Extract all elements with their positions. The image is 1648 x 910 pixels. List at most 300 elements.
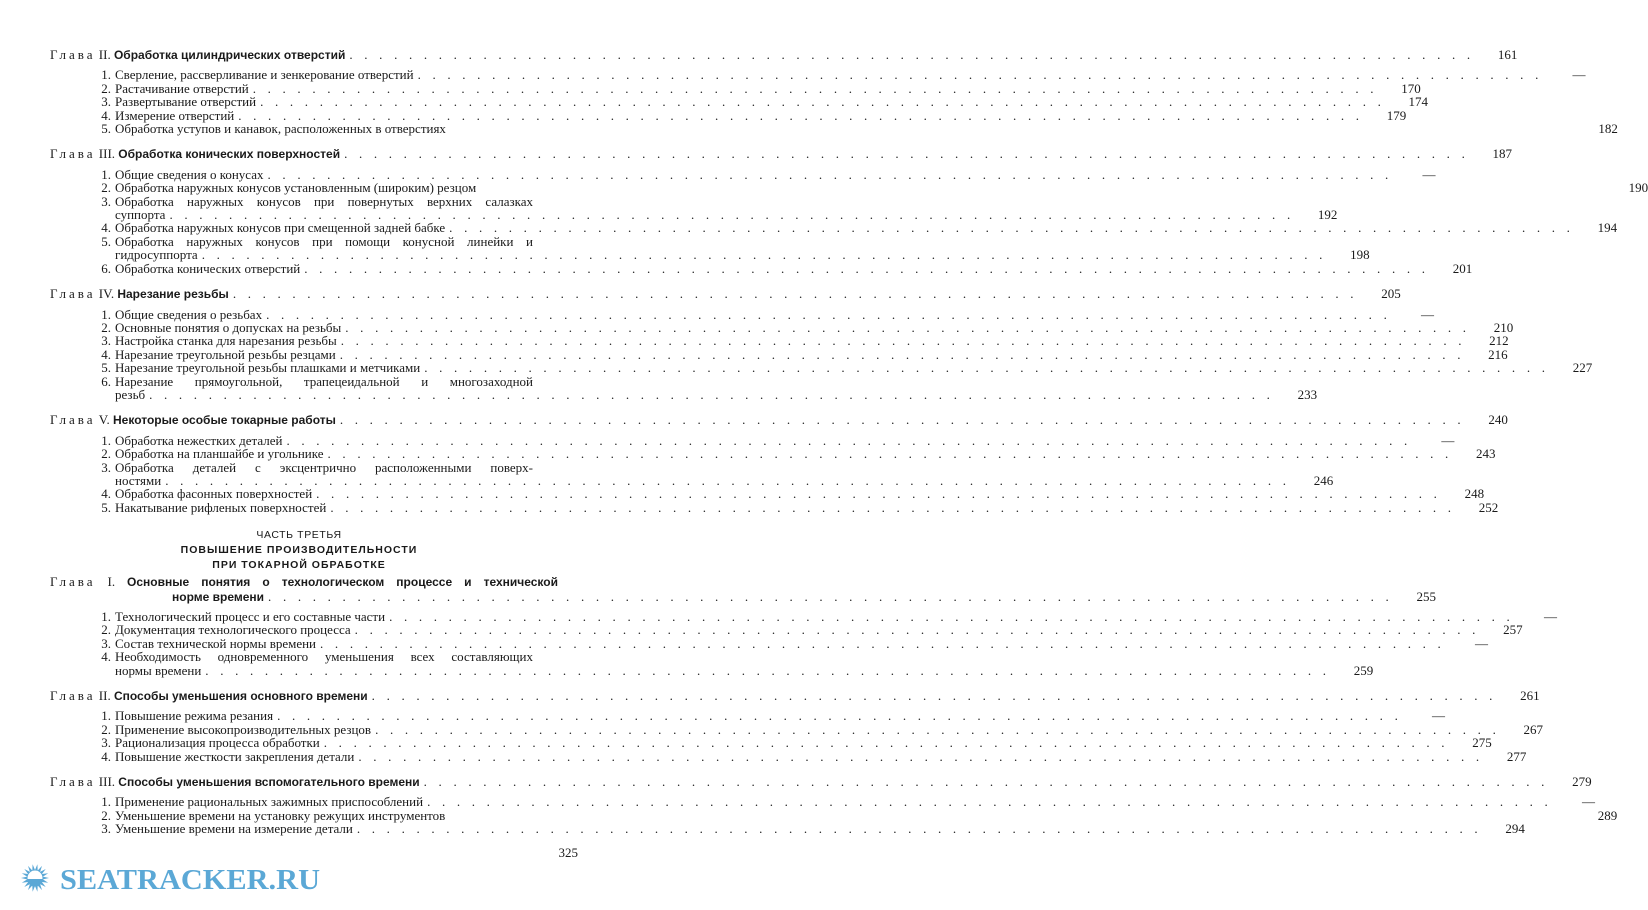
section-title-line-last xyxy=(115,748,1527,764)
section-entry[interactable] xyxy=(95,260,1473,276)
section-entry[interactable] xyxy=(95,459,1334,488)
chapter xyxy=(50,574,1558,678)
section-body xyxy=(115,609,1558,624)
section-title: Обработка наружных конусов установленным (широким) резцом xyxy=(115,180,477,196)
part-label: ЧАСТЬ ТРЕТЬЯ xyxy=(256,529,342,542)
page-number: 190 xyxy=(1628,180,1648,196)
section-title: Документация технологического процесса xyxy=(115,622,351,638)
page-number: 275 xyxy=(1472,735,1492,751)
section-entry[interactable] xyxy=(95,622,1523,638)
section-title: Основные понятия о допусках на резьбы xyxy=(115,319,342,335)
dot-leader xyxy=(233,287,1358,300)
section-body xyxy=(115,319,1514,335)
section-title: Общие сведения о конусах xyxy=(115,166,264,182)
section-body xyxy=(115,67,1586,83)
page-number: 187 xyxy=(1492,146,1513,162)
section-title-line-last xyxy=(115,80,1421,96)
dot-leader xyxy=(320,637,1445,650)
page-number: 210 xyxy=(1493,319,1514,335)
chapter xyxy=(50,146,1648,276)
page-number: 227 xyxy=(1572,360,1593,376)
chapter-heading-text xyxy=(50,147,340,161)
section-list xyxy=(50,166,1648,276)
section-number: 1. xyxy=(101,794,111,810)
chapter-numeral: II. xyxy=(98,688,111,704)
part-title-line-1: ПОВЫШЕНИЕ ПРОИЗВОДИТЕЛЬНОСТИ xyxy=(180,544,418,557)
page-number: 257 xyxy=(1503,622,1523,638)
dot-leader xyxy=(349,48,1474,61)
section-title-line-last xyxy=(115,220,1618,236)
chapter-heading[interactable] xyxy=(50,286,1401,302)
section-body xyxy=(115,346,1508,362)
section-number: 2. xyxy=(101,622,111,638)
section-body xyxy=(115,708,1446,724)
section-body xyxy=(115,446,1496,462)
chapter-heading[interactable] xyxy=(50,47,1518,62)
section-title-line-last xyxy=(115,807,1618,823)
chapter xyxy=(50,412,1508,515)
chapter-heading-text xyxy=(50,48,345,62)
chapter-title: Способы уменьшения основного времени xyxy=(113,689,368,704)
section-title: Общие сведения о резьбах xyxy=(115,306,263,322)
section-title: Уменьшение времени на установку режущих инструментов xyxy=(115,807,446,823)
chapter-title-continued: норме времени xyxy=(172,589,265,604)
section-body xyxy=(115,486,1485,502)
section-title-line-last xyxy=(115,360,1593,376)
page-number: 192 xyxy=(1317,207,1338,223)
section-entry[interactable] xyxy=(95,346,1508,362)
section-list xyxy=(50,306,1593,402)
chapter-numeral: II. xyxy=(98,47,111,62)
page-number: 255 xyxy=(1416,588,1436,604)
section-title-line-last xyxy=(115,94,1429,110)
section-body xyxy=(115,107,1407,123)
section-body xyxy=(115,193,1338,223)
chapter-heading-text xyxy=(50,689,368,703)
section-title: Нарезание треугольной резьбы плашками и метчиками xyxy=(115,360,421,376)
chapter-title: Нарезание резьбы xyxy=(117,287,229,302)
chapter xyxy=(50,774,1618,837)
final-page-row xyxy=(50,846,578,859)
section-entry[interactable] xyxy=(95,748,1527,764)
section-title: Уменьшение времени на измерение детали xyxy=(115,821,353,837)
page-number: 259 xyxy=(1353,662,1374,678)
section-number: 3. xyxy=(101,94,111,110)
section-number: 6. xyxy=(101,373,111,389)
dot-leader xyxy=(372,689,1497,702)
section-entry[interactable] xyxy=(95,794,1596,810)
page-number: — xyxy=(1432,708,1446,724)
dot-leader xyxy=(205,664,1330,677)
section-title-line-last xyxy=(115,446,1496,462)
section-number: 4. xyxy=(101,220,111,236)
section-number: 1. xyxy=(101,708,111,724)
section-title: нормы времени xyxy=(115,662,202,678)
page-number: — xyxy=(1422,166,1436,182)
chapter-label: Глава xyxy=(50,412,96,428)
chapter xyxy=(50,688,1544,764)
section-title-line-last xyxy=(115,247,1370,263)
dot-leader xyxy=(340,413,1465,426)
section-body xyxy=(115,360,1593,376)
table-of-contents xyxy=(50,47,1648,897)
watermark-logo xyxy=(0,863,606,897)
section-entry[interactable] xyxy=(95,807,1618,823)
section-entry[interactable] xyxy=(95,821,1525,837)
section-title-line-last xyxy=(115,721,1544,737)
chapter xyxy=(50,47,1618,137)
section-entry[interactable] xyxy=(95,233,1370,263)
section-entry[interactable] xyxy=(95,193,1338,223)
section-body xyxy=(115,499,1499,515)
section-number: 5. xyxy=(101,360,111,376)
section-title-line-last xyxy=(115,735,1492,751)
chapter-label: Глава xyxy=(50,47,96,62)
section-title: Состав технической нормы времени xyxy=(115,635,317,651)
section-number: 1. xyxy=(101,67,111,83)
chapter-label: Глава xyxy=(50,146,96,162)
section-title-line-last xyxy=(115,794,1596,810)
section-entry[interactable] xyxy=(95,333,1509,349)
page-number: 279 xyxy=(1572,774,1592,790)
section-title-line-last xyxy=(115,207,1338,223)
page-number: 243 xyxy=(1475,446,1496,462)
section-number: 5. xyxy=(101,121,111,137)
page-number: 252 xyxy=(1478,499,1499,515)
section-number: 2. xyxy=(101,807,111,823)
section-title: Обработка фасонных поверхностей xyxy=(115,486,313,502)
section-title-line-last xyxy=(115,306,1435,322)
section-title: ностями xyxy=(115,472,162,488)
page-number: 233 xyxy=(1297,386,1318,402)
chapter-label: Глава xyxy=(50,688,96,704)
section-number: 3. xyxy=(101,459,111,475)
section-title: резьб xyxy=(115,386,146,402)
section-body xyxy=(115,721,1544,737)
section-body xyxy=(115,748,1527,764)
chapter-heading[interactable] xyxy=(50,688,1540,704)
page-number: 261 xyxy=(1520,688,1540,704)
chapter-title: Некоторые особые токарные работы xyxy=(113,413,336,428)
section-entry[interactable] xyxy=(95,708,1446,724)
section-body xyxy=(115,821,1525,837)
page-number: 161 xyxy=(1497,47,1518,62)
section-body xyxy=(115,735,1492,751)
chapter-numeral: III. xyxy=(98,146,116,162)
chapter-title: Основные понятия о технологическом процессе и технической xyxy=(127,575,558,590)
section-body xyxy=(115,260,1473,276)
dot-leader xyxy=(253,82,1378,95)
section-body xyxy=(115,807,1618,823)
page-number: — xyxy=(1572,67,1586,83)
chapter-heading[interactable] xyxy=(50,146,1513,162)
section-title: Обработка нежестких деталей xyxy=(115,432,283,448)
section-number: 4. xyxy=(101,346,111,362)
page-number: 289 xyxy=(1597,807,1618,823)
section-number: 4. xyxy=(101,649,111,665)
section-number: 5. xyxy=(101,499,111,515)
dot-leader xyxy=(358,750,1483,763)
section-body xyxy=(115,333,1509,349)
final-page-number: 325 xyxy=(558,844,578,860)
section-title: Растачивание отверстий xyxy=(115,80,249,96)
section-title-line-last xyxy=(115,635,1488,651)
section-list xyxy=(50,67,1618,137)
chapters-part-two xyxy=(50,47,1648,515)
section-title: гидросуппорта xyxy=(115,247,198,263)
dot-leader xyxy=(340,348,1465,361)
page-number: 212 xyxy=(1489,333,1509,349)
chapter-title: Способы уменьшения вспомогательного времени xyxy=(118,775,420,790)
dot-leader xyxy=(424,361,1549,374)
chapter-heading-text xyxy=(50,287,229,301)
section-title: Обработка наружных конусов при смещенной задней бабке xyxy=(115,220,446,236)
page-number: 216 xyxy=(1488,346,1508,362)
section-title: Применение высокопроизводительных резцов xyxy=(115,721,372,737)
section-entry[interactable] xyxy=(95,432,1455,448)
chapters-part-three xyxy=(50,574,1618,837)
section-entry[interactable] xyxy=(95,446,1496,462)
section-list xyxy=(50,432,1499,515)
dot-leader xyxy=(427,795,1552,808)
part-heading xyxy=(50,528,578,573)
chapter-numeral: I. xyxy=(107,574,116,590)
section-title-line-last xyxy=(115,622,1523,638)
section-entry[interactable] xyxy=(95,373,1318,402)
page-number: 267 xyxy=(1523,721,1544,737)
section-number: 2. xyxy=(101,446,111,462)
dot-leader xyxy=(268,168,1393,181)
chapter-heading-text xyxy=(50,413,336,427)
section-title-line: Обработка деталей с эксцентрично расположенными поверх- xyxy=(115,459,533,475)
section-body xyxy=(115,635,1488,651)
dot-leader xyxy=(345,321,1470,334)
chapter-numeral: III. xyxy=(98,774,116,790)
section-number: 4. xyxy=(101,748,111,764)
section-title: Измерение отверстий xyxy=(115,107,235,123)
chapter-label: Глава xyxy=(50,774,96,790)
section-title: Технологический процесс и его составные части xyxy=(115,609,386,624)
dot-leader xyxy=(341,334,1466,347)
dot-leader xyxy=(424,775,1549,788)
dot-leader xyxy=(165,474,1290,487)
section-title: Накатывание рифленых поверхностей xyxy=(115,499,327,515)
section-entry[interactable] xyxy=(95,486,1485,502)
section-title-line-last xyxy=(115,432,1455,448)
section-entry[interactable] xyxy=(95,609,1558,624)
section-entry[interactable] xyxy=(95,67,1586,83)
page-number: 174 xyxy=(1408,94,1429,110)
section-number: 2. xyxy=(101,319,111,335)
section-title-line-last xyxy=(115,472,1334,488)
section-body xyxy=(115,166,1436,182)
section-body xyxy=(115,180,1648,196)
page-number: 182 xyxy=(1598,121,1618,137)
dot-leader xyxy=(449,221,1574,234)
section-body xyxy=(115,459,1334,488)
section-title-line-last xyxy=(115,609,1558,624)
section-title-line: Нарезание прямоугольной, трапецеидальной и многозаходной xyxy=(115,373,533,389)
page-number: 201 xyxy=(1452,260,1473,276)
section-body xyxy=(115,94,1429,110)
section-title-line-last xyxy=(115,107,1407,123)
section-title-line-last xyxy=(115,260,1473,276)
section-title: Настройка станка для нарезания резьбы xyxy=(115,333,337,349)
section-title: Развертывание отверстий xyxy=(115,94,257,110)
section-entry[interactable] xyxy=(95,649,1374,678)
section-title-line-last xyxy=(115,121,1618,137)
section-entry[interactable] xyxy=(95,735,1492,751)
dot-leader xyxy=(260,95,1385,108)
section-body xyxy=(115,220,1618,236)
page-number: 179 xyxy=(1386,107,1407,123)
section-number: 3. xyxy=(101,193,111,209)
section-title-line-last xyxy=(115,486,1485,502)
page-number: 170 xyxy=(1401,80,1421,96)
section-number: 5. xyxy=(101,233,111,249)
section-body xyxy=(115,233,1370,263)
dot-leader xyxy=(330,501,1455,514)
section-title: Повышение режима резания xyxy=(115,708,274,724)
dot-leader xyxy=(357,822,1482,835)
section-entry[interactable] xyxy=(95,635,1488,651)
section-number: 2. xyxy=(101,180,111,196)
section-body xyxy=(115,121,1618,137)
section-title-line: Обработка наружных конусов при повернутых верхних салазках xyxy=(115,193,533,209)
page-number: — xyxy=(1474,635,1488,651)
section-list xyxy=(50,794,1618,837)
section-number: 3. xyxy=(101,735,111,751)
page-number: — xyxy=(1441,432,1455,448)
section-title-line-last xyxy=(115,662,1374,678)
section-body xyxy=(115,373,1318,402)
section-title: Обработка на планшайбе и угольнике xyxy=(115,446,324,462)
section-entry[interactable] xyxy=(95,306,1435,322)
section-title-line-last xyxy=(115,166,1436,182)
section-title-line-last xyxy=(115,346,1508,362)
chapter-heading[interactable] xyxy=(50,412,1508,428)
section-entry[interactable] xyxy=(95,94,1429,110)
page-number: 198 xyxy=(1350,247,1370,263)
dot-leader xyxy=(389,610,1514,623)
dot-leader xyxy=(355,623,1480,636)
section-title: Сверление, рассверливание и зенкерование отверстий xyxy=(115,67,414,83)
section-number: 3. xyxy=(101,333,111,349)
section-title-line: Обработка наружных конусов при помощи конусной линейки и xyxy=(115,233,533,249)
dot-leader xyxy=(149,388,1274,401)
chapter-heading-continued[interactable] xyxy=(50,588,1436,604)
section-entry[interactable] xyxy=(95,80,1421,96)
dot-leader xyxy=(375,723,1500,736)
page-number: 277 xyxy=(1506,748,1527,764)
section-body xyxy=(115,306,1435,322)
page-number: 248 xyxy=(1464,486,1485,502)
section-number: 3. xyxy=(101,821,111,837)
section-title: Применение рациональных зажимных приспособлений xyxy=(115,794,424,810)
dot-leader xyxy=(277,709,1402,722)
dot-leader xyxy=(418,68,1543,81)
section-entry[interactable] xyxy=(95,180,1648,196)
dot-leader xyxy=(324,736,1449,749)
section-number: 6. xyxy=(101,260,111,276)
page-number: 194 xyxy=(1597,220,1618,236)
section-body xyxy=(115,432,1455,448)
section-title-line-last xyxy=(115,180,1648,196)
chapter-heading-text xyxy=(50,775,420,789)
section-title-line-last xyxy=(115,333,1509,349)
dot-leader xyxy=(286,434,1411,447)
page-number: 240 xyxy=(1488,412,1508,428)
section-number: 2. xyxy=(101,721,111,737)
section-number: 3. xyxy=(101,635,111,651)
section-body xyxy=(115,80,1421,96)
section-title: Обработка конических отверстий xyxy=(115,260,301,276)
section-title-line-last xyxy=(115,821,1525,837)
section-title-line-last xyxy=(115,67,1586,83)
section-entry[interactable] xyxy=(95,166,1436,182)
section-title-line-last xyxy=(115,386,1318,402)
sun-icon xyxy=(21,864,49,892)
section-title-line-last xyxy=(115,319,1514,335)
dot-leader xyxy=(266,308,1391,321)
chapter-label: Глава xyxy=(50,574,96,590)
chapter-numeral: IV. xyxy=(98,286,115,302)
chapter xyxy=(50,286,1593,402)
page-number: — xyxy=(1544,609,1558,624)
chapter-numeral: V. xyxy=(98,412,110,428)
section-title: Повышение жесткости закрепления детали xyxy=(115,748,355,764)
dot-leader xyxy=(328,447,1453,460)
section-number: 4. xyxy=(101,486,111,502)
section-number: 2. xyxy=(101,80,111,96)
part-title-line-2: ПРИ ТОКАРНОЙ ОБРАБОТКЕ xyxy=(212,559,386,572)
section-number: 4. xyxy=(101,107,111,123)
dot-leader xyxy=(202,248,1327,261)
section-entry[interactable] xyxy=(95,499,1499,515)
section-entry[interactable] xyxy=(95,220,1618,236)
section-number: 1. xyxy=(101,166,111,182)
dot-leader xyxy=(169,208,1294,221)
section-body xyxy=(115,622,1523,638)
page-number: 205 xyxy=(1381,286,1401,302)
section-body xyxy=(115,794,1596,810)
dot-leader xyxy=(238,109,1363,122)
section-title: Рационализация процесса обработки xyxy=(115,735,320,751)
section-entry[interactable] xyxy=(95,107,1407,123)
chapter-heading[interactable] xyxy=(50,575,578,589)
page-number: — xyxy=(1421,306,1435,322)
section-title-line-last xyxy=(115,708,1446,724)
dot-leader xyxy=(268,590,1393,603)
watermark-text: SEATRACKER.RU xyxy=(60,865,320,897)
section-body xyxy=(115,649,1374,678)
section-entry[interactable] xyxy=(95,319,1514,335)
chapter-label: Глава xyxy=(50,286,96,302)
section-title-line-last xyxy=(115,499,1499,515)
page-number: — xyxy=(1582,794,1596,810)
dot-leader xyxy=(316,487,1441,500)
section-entry[interactable] xyxy=(95,360,1593,376)
dot-leader xyxy=(304,262,1429,275)
chapter-heading[interactable] xyxy=(50,774,1592,790)
section-list xyxy=(50,708,1544,764)
section-number: 1. xyxy=(101,609,111,624)
chapter-title: Обработка цилиндрических отверстий xyxy=(113,48,346,62)
chapter-title: Обработка конических поверхностей xyxy=(118,147,341,162)
dot-leader xyxy=(344,147,1469,160)
section-entry[interactable] xyxy=(95,121,1618,137)
section-entry[interactable] xyxy=(95,721,1544,737)
